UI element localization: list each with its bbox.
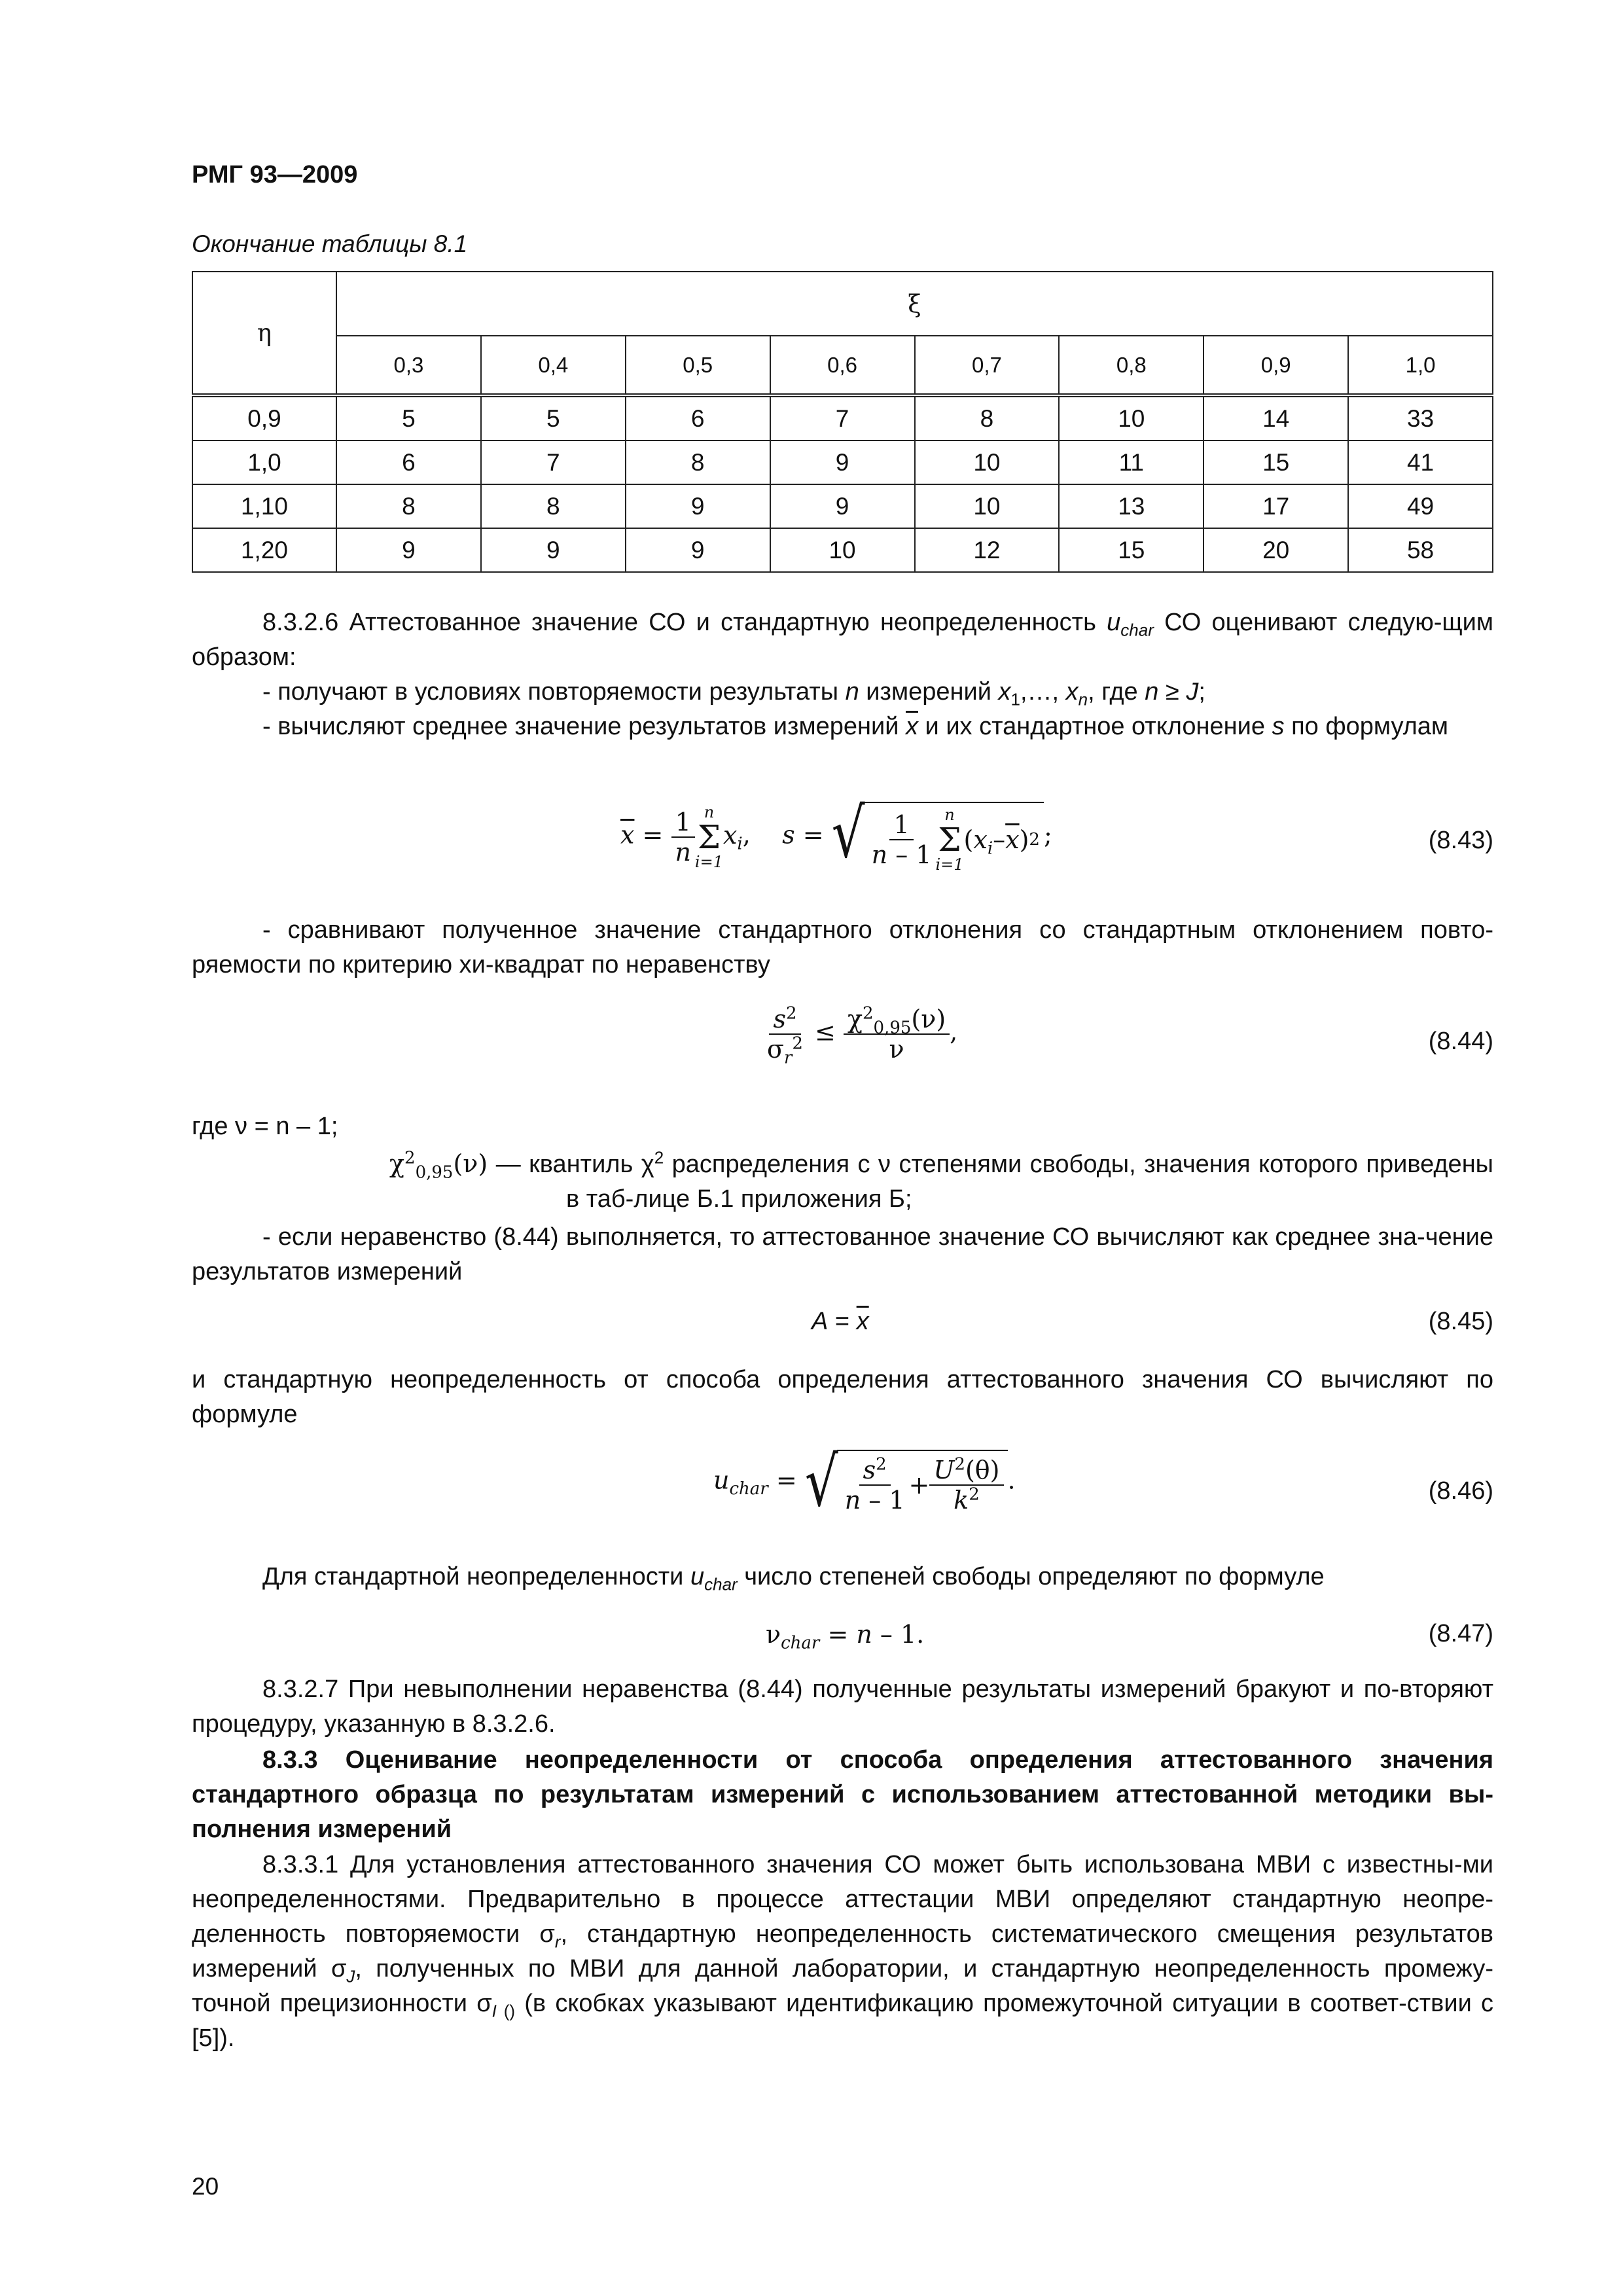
table-row	[192, 528, 1493, 572]
table-cell: 41	[1348, 440, 1493, 484]
table-cell: 5	[481, 395, 626, 440]
table-cell: 13	[1059, 484, 1204, 528]
definition-chi: $\chi^2_{0,95}(\nu)$ — квантиль $\chi^2$ распределения с ν степенями свободы, значения которого приведены в таб-лице Б.1 приложения Б;	[389, 1147, 1493, 1213]
table-caption: Окончание таблицы 8.1	[192, 230, 468, 257]
table-cell: 9	[770, 484, 915, 528]
table-cell: 12	[915, 528, 1060, 572]
row-label: 0,9	[192, 395, 336, 440]
row-label: 1,20	[192, 528, 336, 572]
list-item: - вычисляют среднее значение результатов измерений $\overline{x}$ и их стандартное отклонение s по формулам	[262, 713, 1449, 740]
table-cell: 9	[626, 484, 770, 528]
xi-header: ξ	[336, 272, 1493, 336]
table-cell: 6	[626, 395, 770, 440]
table-cell: 7	[481, 440, 626, 484]
list-item: - получают в условиях повторяемости результаты n измерений $x_1,\dots$, $x_n$, где n ≥ J;	[262, 678, 1205, 709]
table-cell: 10	[770, 528, 915, 572]
table-cell: 49	[1348, 484, 1493, 528]
table-cell: 6	[336, 440, 481, 484]
table-cell: 9	[481, 528, 626, 572]
list-item: - если неравенство (8.44) выполняется, то аттестованное значение СО вычисляют как среднее зна-чение результатов измерений	[192, 1223, 1493, 1285]
table-cell: 5	[336, 395, 481, 440]
table-cell: 17	[1204, 484, 1348, 528]
table-cell: 9	[336, 528, 481, 572]
equation-number: (8.44)	[1428, 1028, 1493, 1055]
table-row	[192, 484, 1493, 528]
paragraph: Для стандартной неопределенности $u_{char}$ число степеней свободы определяют по формуле	[262, 1563, 1325, 1594]
table-row	[192, 395, 1493, 440]
table-cell: 8	[915, 395, 1060, 440]
table-cell: 8	[481, 484, 626, 528]
table-cell: 8	[336, 484, 481, 528]
col-header: 0,6	[770, 336, 915, 395]
formula-8-44: $\frac{s^2}{\sigma_r^2}$ ≤ $\frac{\chi^2_{0,95}(\nu)}{\nu}$ ,	[767, 1003, 958, 1068]
table-cell: 10	[915, 484, 1060, 528]
equation-number: (8.47)	[1428, 1620, 1493, 1647]
table-cell: 14	[1204, 395, 1348, 440]
table-cell: 8	[626, 440, 770, 484]
where-clause: где ν = n – 1;	[192, 1113, 338, 1140]
table-cell: 58	[1348, 528, 1493, 572]
col-header: 0,3	[336, 336, 481, 395]
eta-header: η	[192, 272, 336, 395]
page-number: 20	[192, 2173, 219, 2200]
list-item: - сравнивают полученное значение стандартного отклонения со стандартным отклонением повто-ряемости по критерию хи-квадрат по неравенству	[192, 916, 1493, 978]
xi-eta-table	[192, 271, 1493, 573]
table-cell: 15	[1059, 528, 1204, 572]
col-header: 0,5	[626, 336, 770, 395]
formula-8-47: $\nu_{char} = n - 1$.	[766, 1620, 925, 1653]
col-header: 0,4	[481, 336, 626, 395]
equation-number: (8.46)	[1428, 1477, 1493, 1505]
table-cell: 9	[626, 528, 770, 572]
formula-8-43: $\overline{x}$ = $\frac{1}{n}$ n Σ i=1 $x_i$, s = √ $\frac{1}{n - 1}$ n Σ i=1 ( $x_i$ – $\overline{x}$ ) 2 ;	[620, 793, 1052, 874]
col-header: 0,9	[1204, 336, 1348, 395]
paragraph-8-3-2-6: 8.3.2.6 Аттестованное значение СО и стандартную неопределенность $u_{char}$ СО оценивают следую-щим образом:	[192, 609, 1493, 671]
section-heading-8-3-3: 8.3.3 Оценивание неопределенности от способа определения аттестованного значения стандартного образца по результатам измерений с использованием аттестованной методики вы-полнения измерений	[192, 1746, 1493, 1843]
table-cell: 15	[1204, 440, 1348, 484]
paragraph: и стандартную неопределенность от способа определения аттестованного значения СО вычисляют по формуле	[192, 1366, 1493, 1428]
row-label: 1,10	[192, 484, 336, 528]
col-header: 1,0	[1348, 336, 1493, 395]
table-cell: 9	[770, 440, 915, 484]
col-header: 0,7	[915, 336, 1060, 395]
table-cell: 10	[915, 440, 1060, 484]
table-cell: 7	[770, 395, 915, 440]
equation-number: (8.43)	[1428, 827, 1493, 854]
table-row	[192, 440, 1493, 484]
row-label: 1,0	[192, 440, 336, 484]
document-header: РМГ 93—2009	[192, 161, 358, 188]
col-header: 0,8	[1059, 336, 1204, 395]
formula-8-46: $u_{char}$ = √ $\frac{s^2}{n - 1}$ + $\frac{U^2(\theta)}{k^2}$ .	[713, 1442, 1016, 1522]
table-cell: 10	[1059, 395, 1204, 440]
paragraph-8-3-3-1: 8.3.3.1 Для установления аттестованного значения СО может быть использована МВИ с известны-ми неопределенностями. Предварительно в процессе аттестации МВИ определяют стандартную неопре-деленность повторяемости $\sigma_r$, стандартную неопределенность систематического смещения результатов измерений $\sigma_J$, полученных по МВИ для данной лаборатории, и стандартную неопределенность промежу-точной прецизионности $\sigma_{I ()}$ (в скобках указывают идентификацию промежуточной ситуации в соответ-ствии с [5]).	[192, 1851, 1493, 2052]
paragraph-8-3-2-7: 8.3.2.7 При невыполнении неравенства (8.44) полученные результаты измерений бракуют и по-вторяют процедуру, указанную в 8.3.2.6.	[192, 1676, 1493, 1738]
table-cell: 33	[1348, 395, 1493, 440]
table-cell: 20	[1204, 528, 1348, 572]
equation-number: (8.45)	[1428, 1308, 1493, 1335]
table-cell: 11	[1059, 440, 1204, 484]
formula-8-45: $A = \overline{x}$	[812, 1308, 869, 1335]
